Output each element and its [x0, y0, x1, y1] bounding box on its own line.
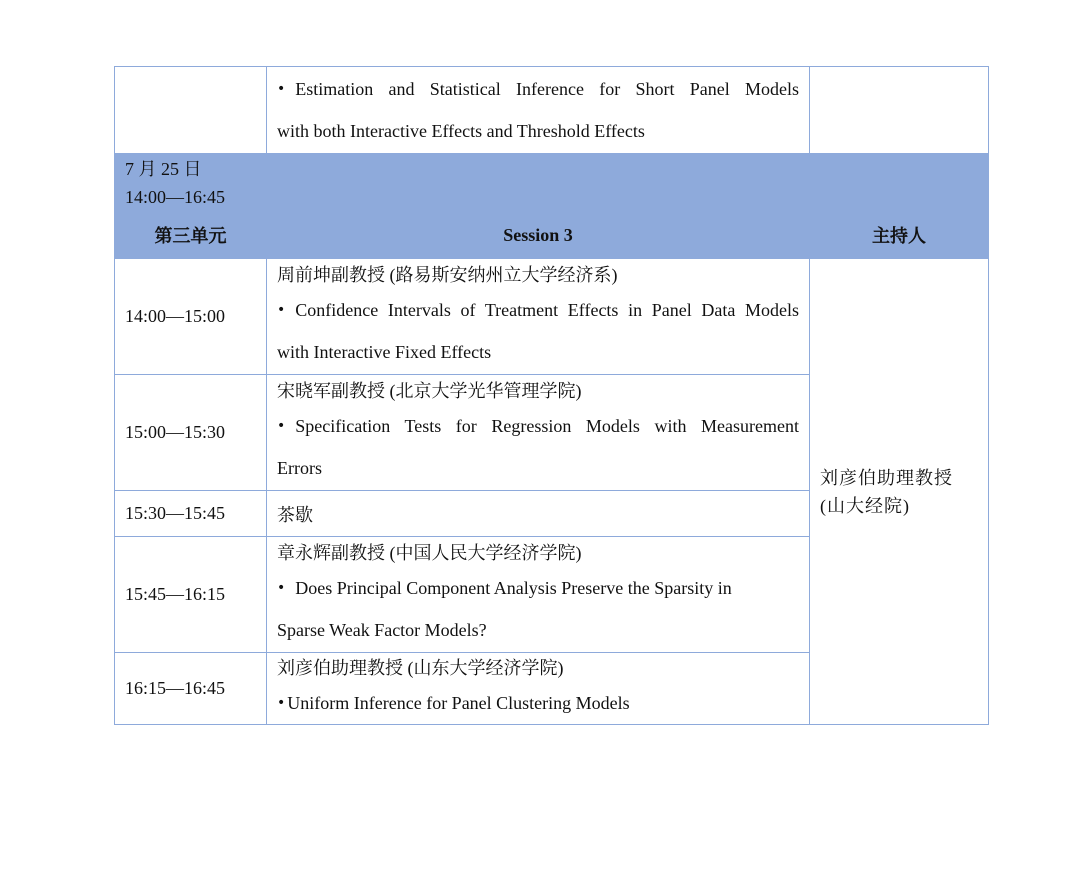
talk-title-line: • Estimation and Statistical Inference for Short Panel Models: [277, 68, 799, 110]
talk-title-line: with Interactive Fixed Effects: [277, 341, 492, 362]
talk-title-line: with both Interactive Effects and Threshold Effects: [277, 121, 645, 141]
talk-title-line: • Uniform Inference for Panel Clustering Models: [277, 682, 799, 724]
talk-cell: [267, 375, 810, 491]
host-header: 主持人: [810, 212, 989, 259]
date-cell: [115, 154, 267, 212]
session-schedule-table: [114, 66, 989, 725]
bullet-icon: •: [277, 81, 286, 97]
bullet-icon: •: [277, 417, 286, 434]
date-row: [115, 154, 989, 212]
talk-title-line: Sparse Weak Factor Models?: [277, 619, 487, 640]
break-cell: [267, 491, 810, 537]
break-time: 15:30—15:45: [115, 491, 267, 537]
table-row: [115, 259, 989, 375]
talk-cell: [267, 259, 810, 375]
session-time-range: 14:00—16:45: [125, 186, 226, 207]
speaker-name: 章永辉副教授 (中国人民大学经济学院): [277, 542, 582, 563]
bullet-icon: •: [277, 301, 286, 318]
break-label: 茶歇: [277, 504, 313, 525]
talk-title-line: • Does Principal Component Analysis Preserve the Sparsity in: [277, 567, 799, 609]
empty-time-cell: [115, 67, 267, 154]
talk-time: 16:15—16:45: [115, 653, 267, 725]
continued-talk-cell: [267, 67, 810, 154]
talk-title-line: • Confidence Intervals of Treatment Effects in Panel Data Models: [277, 289, 799, 331]
speaker-name: 刘彦伯助理教授 (山东大学经济学院): [277, 657, 564, 678]
speaker-name: 宋晓军副教授 (北京大学光华管理学院): [277, 380, 582, 401]
continued-talk-row: [115, 67, 989, 154]
talk-time: 14:00—15:00: [115, 259, 267, 375]
talk-cell: [267, 537, 810, 653]
talk-time: 15:00—15:30: [115, 375, 267, 491]
host-cell: [810, 259, 989, 725]
empty-host-cell: [810, 67, 989, 154]
header-row: [115, 212, 989, 259]
host-affiliation: (山大经院): [820, 495, 910, 516]
talk-time: 15:45—16:15: [115, 537, 267, 653]
bullet-icon: •: [277, 579, 286, 596]
speaker-name: 周前坤副教授 (路易斯安纳州立大学经济系): [277, 264, 618, 285]
talk-title-line: Errors: [277, 457, 322, 478]
date-row-filler: [267, 154, 989, 212]
bullet-icon: •: [277, 694, 286, 711]
talk-title-line: • Specification Tests for Regression Models with Measurement: [277, 405, 799, 447]
unit-header: 第三单元: [115, 212, 267, 259]
talk-cell: [267, 653, 810, 725]
session-header: Session 3: [267, 212, 810, 259]
host-name: 刘彦伯助理教授: [820, 467, 953, 488]
session-date: 7 月 25 日: [125, 158, 202, 179]
